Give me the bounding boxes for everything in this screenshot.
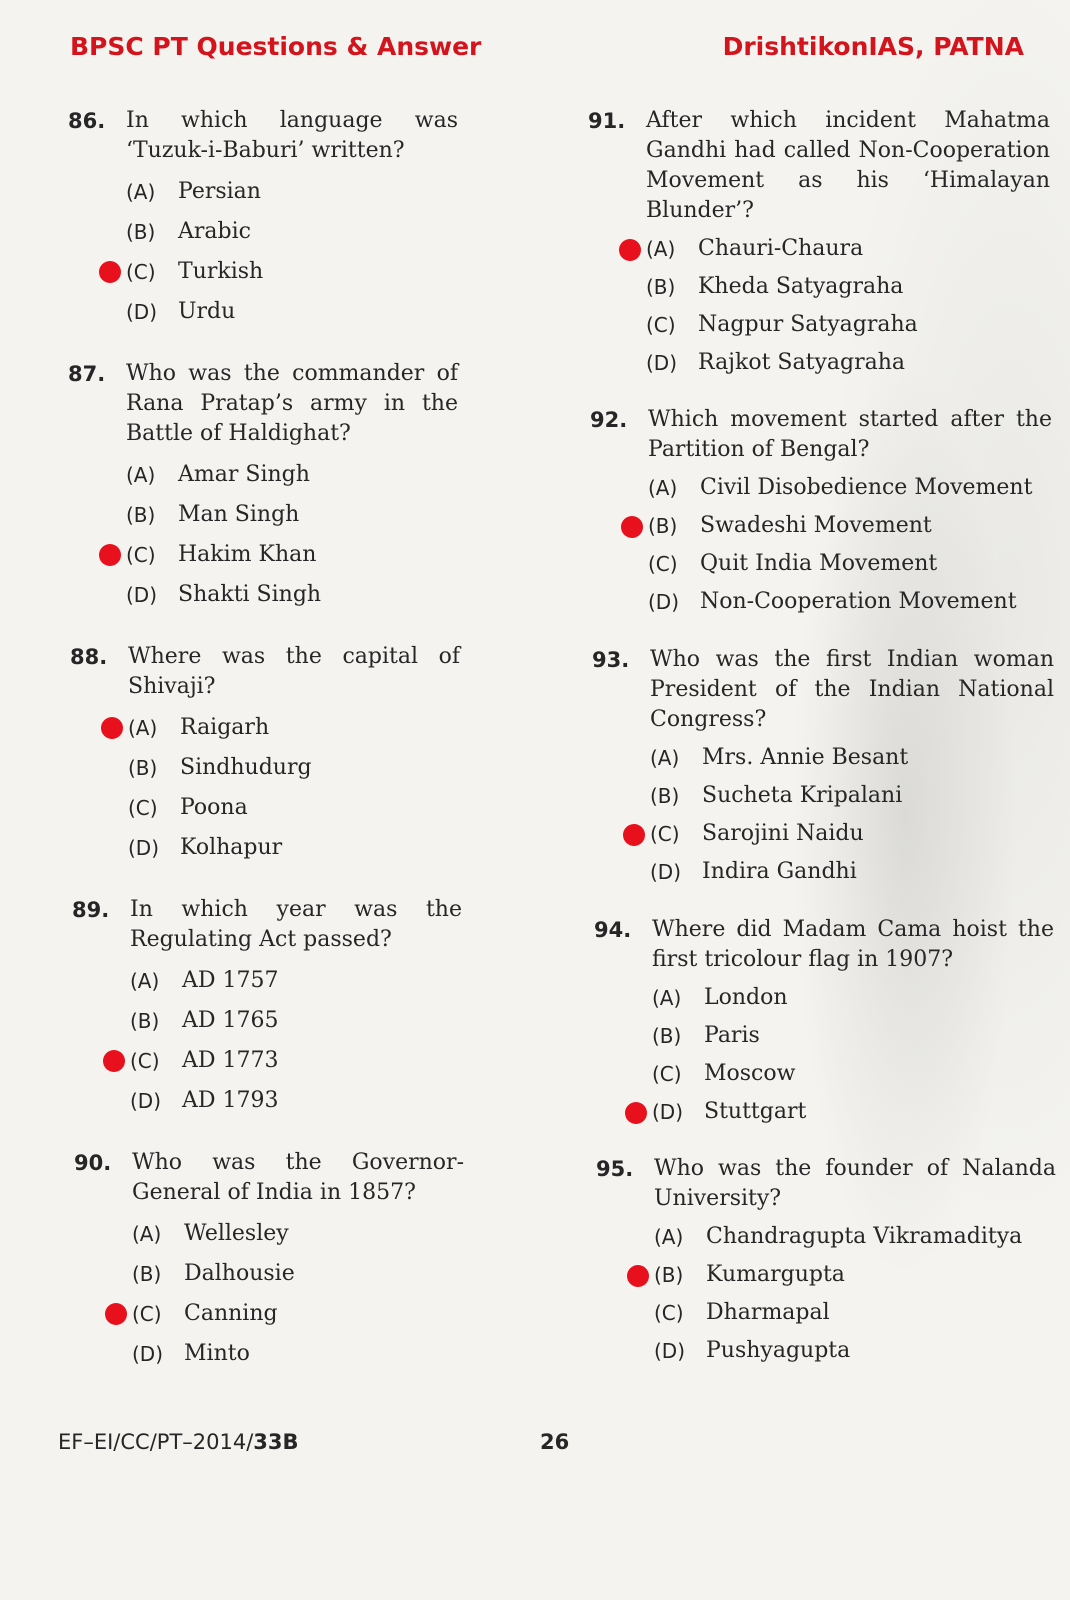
options-list	[126, 172, 458, 332]
option-text: Swadeshi Movement	[700, 513, 932, 538]
answer-marker-dot	[619, 239, 641, 261]
question-text: Who was the Governor-General of India in 1857?	[132, 1150, 464, 1205]
option-c	[130, 1041, 462, 1081]
option-text: AD 1793	[182, 1088, 279, 1113]
option-b	[132, 1254, 464, 1294]
question-94	[594, 915, 1054, 1131]
option-text: Persian	[178, 179, 261, 204]
option-letter: (C)	[650, 822, 680, 846]
option-text: Kumargupta	[706, 1262, 845, 1287]
option-c	[646, 306, 1050, 344]
question-88	[70, 642, 460, 868]
option-letter: (C)	[652, 1062, 682, 1086]
option-c	[650, 815, 1054, 853]
options-list	[132, 1214, 464, 1374]
option-letter: (D)	[650, 860, 682, 884]
option-letter: (C)	[128, 796, 158, 820]
option-text: Civil Disobedience Movement	[700, 475, 1033, 500]
options-list	[650, 739, 1054, 891]
question-number: 90.	[74, 1151, 112, 1175]
option-letter: (B)	[130, 1009, 160, 1033]
question-93	[592, 645, 1054, 891]
option-b	[126, 212, 458, 252]
option-letter: (B)	[646, 275, 676, 299]
footer-code	[58, 1430, 299, 1454]
question-text: Which movement started after the Partition of Bengal?	[648, 407, 1052, 462]
option-text: Raigarh	[180, 715, 270, 740]
option-d	[130, 1081, 462, 1121]
option-text: Stuttgart	[704, 1099, 807, 1124]
question-number: 92.	[590, 408, 628, 432]
footer-code-suffix: 33B	[253, 1430, 299, 1454]
question-text: Who was the commander of Rana Pratap’s army in the Battle of Haldighat?	[126, 361, 458, 446]
option-c	[648, 545, 1052, 583]
question-95	[596, 1154, 1056, 1370]
option-text: Sarojini Naidu	[702, 821, 864, 846]
option-letter: (B)	[652, 1024, 682, 1048]
option-text: Chauri-Chaura	[698, 236, 864, 261]
option-text: AD 1773	[182, 1048, 279, 1073]
option-text: Canning	[184, 1301, 278, 1326]
option-letter: (C)	[126, 260, 156, 284]
option-d	[126, 292, 458, 332]
option-letter: (A)	[650, 746, 680, 770]
option-text: Turkish	[178, 259, 264, 284]
option-letter: (D)	[652, 1100, 684, 1124]
option-a	[654, 1218, 1056, 1256]
option-b	[650, 777, 1054, 815]
question-number: 86.	[68, 109, 106, 133]
option-a	[132, 1214, 464, 1254]
option-a	[648, 469, 1052, 507]
option-text: Amar Singh	[178, 462, 310, 487]
option-c	[128, 788, 460, 828]
header-institute: DrishtikonIAS, PATNA	[722, 32, 1024, 61]
option-text: Minto	[184, 1341, 250, 1366]
option-c	[132, 1294, 464, 1334]
option-letter: (D)	[648, 590, 680, 614]
option-letter: (D)	[126, 300, 158, 324]
option-letter: (C)	[126, 543, 156, 567]
option-b	[652, 1017, 1054, 1055]
question-89	[72, 895, 462, 1121]
question-number: 93.	[592, 648, 630, 672]
option-letter: (C)	[648, 552, 678, 576]
question-number: 95.	[596, 1157, 634, 1181]
option-letter: (C)	[132, 1302, 162, 1326]
option-c	[654, 1294, 1056, 1332]
option-letter: (C)	[130, 1049, 160, 1073]
option-a	[130, 961, 462, 1001]
option-letter: (A)	[128, 716, 158, 740]
answer-marker-dot	[623, 824, 645, 846]
option-c	[652, 1055, 1054, 1093]
question-text: Where did Madam Cama hoist the first tricolour flag in 1907?	[652, 917, 1054, 972]
option-letter: (A)	[646, 237, 676, 261]
option-a	[652, 979, 1054, 1017]
option-letter: (B)	[128, 756, 158, 780]
question-92	[590, 405, 1052, 621]
option-d	[126, 575, 458, 615]
option-a	[646, 230, 1050, 268]
question-87	[68, 359, 458, 615]
option-letter: (D)	[126, 583, 158, 607]
question-number: 91.	[588, 109, 626, 133]
option-letter: (A)	[126, 180, 156, 204]
option-text: Sindhudurg	[180, 755, 312, 780]
option-text: Urdu	[178, 299, 236, 324]
header-title: BPSC PT Questions & Answer	[70, 32, 482, 61]
option-b	[648, 507, 1052, 545]
option-text: Man Singh	[178, 502, 300, 527]
option-letter: (D)	[132, 1342, 164, 1366]
option-text: Quit India Movement	[700, 551, 938, 576]
option-letter: (B)	[654, 1263, 684, 1287]
question-text: Where was the capital of Shivaji?	[128, 644, 460, 699]
options-list	[646, 230, 1050, 382]
answer-marker-dot	[99, 544, 121, 566]
option-text: Wellesley	[184, 1221, 289, 1246]
option-letter: (B)	[126, 503, 156, 527]
question-number: 88.	[70, 645, 108, 669]
question-91	[588, 106, 1050, 382]
option-text: Non-Cooperation Movement	[700, 589, 1017, 614]
question-86	[68, 106, 458, 332]
option-d	[648, 583, 1052, 621]
option-letter: (B)	[126, 220, 156, 244]
option-text: Dharmapal	[706, 1300, 830, 1325]
option-letter: (A)	[648, 476, 678, 500]
option-a	[128, 708, 460, 748]
option-text: Hakim Khan	[178, 542, 317, 567]
options-list	[130, 961, 462, 1121]
option-text: London	[704, 985, 788, 1010]
option-d	[646, 344, 1050, 382]
options-list	[126, 455, 458, 615]
option-letter: (D)	[128, 836, 160, 860]
answer-marker-dot	[105, 1303, 127, 1325]
option-text: Paris	[704, 1023, 760, 1048]
option-letter: (A)	[126, 463, 156, 487]
option-letter: (B)	[650, 784, 680, 808]
option-text: Pushyagupta	[706, 1338, 851, 1363]
option-b	[126, 495, 458, 535]
option-text: Shakti Singh	[178, 582, 322, 607]
option-d	[654, 1332, 1056, 1370]
option-text: Poona	[180, 795, 248, 820]
option-c	[126, 252, 458, 292]
option-text: Kolhapur	[180, 835, 283, 860]
options-list	[648, 469, 1052, 621]
question-text: Who was the founder of Nalanda University?	[654, 1156, 1056, 1211]
option-text: Dalhousie	[184, 1261, 295, 1286]
answer-marker-dot	[99, 261, 121, 283]
question-text: In which language was ‘Tuzuk-i-Baburi’ written?	[126, 108, 458, 163]
question-number: 89.	[72, 898, 110, 922]
option-d	[650, 853, 1054, 891]
option-text: Sucheta Kripalani	[702, 783, 903, 808]
question-text: Who was the first Indian woman President of the Indian National Congress?	[650, 647, 1054, 732]
option-a	[126, 172, 458, 212]
option-text: AD 1765	[182, 1008, 279, 1033]
option-letter: (D)	[646, 351, 678, 375]
option-text: Chandragupta Vikramaditya	[706, 1224, 1023, 1249]
option-letter: (C)	[646, 313, 676, 337]
option-text: AD 1757	[182, 968, 279, 993]
option-letter: (C)	[654, 1301, 684, 1325]
option-d	[132, 1334, 464, 1374]
footer-code-prefix: EF–EI/CC/PT–2014/	[58, 1430, 254, 1454]
option-text: Rajkot Satyagraha	[698, 350, 905, 375]
question-number: 87.	[68, 362, 106, 386]
option-letter: (A)	[130, 969, 160, 993]
options-list	[652, 979, 1054, 1131]
option-a	[126, 455, 458, 495]
option-letter: (B)	[132, 1262, 162, 1286]
answer-marker-dot	[621, 516, 643, 538]
option-text: Mrs. Annie Besant	[702, 745, 909, 770]
answer-marker-dot	[627, 1265, 649, 1287]
option-text: Indira Gandhi	[702, 859, 857, 884]
question-number: 94.	[594, 918, 632, 942]
option-letter: (B)	[648, 514, 678, 538]
page-number: 26	[540, 1430, 570, 1454]
option-letter: (A)	[652, 986, 682, 1010]
option-letter: (D)	[130, 1089, 162, 1113]
answer-marker-dot	[625, 1102, 647, 1124]
question-text: In which year was the Regulating Act passed?	[130, 897, 462, 952]
options-list	[654, 1218, 1056, 1370]
answer-marker-dot	[103, 1050, 125, 1072]
option-letter: (D)	[654, 1339, 686, 1363]
option-c	[126, 535, 458, 575]
question-90	[74, 1148, 464, 1374]
option-a	[650, 739, 1054, 777]
option-text: Nagpur Satyagraha	[698, 312, 918, 337]
option-letter: (A)	[654, 1225, 684, 1249]
option-d	[652, 1093, 1054, 1131]
option-letter: (A)	[132, 1222, 162, 1246]
option-text: Moscow	[704, 1061, 796, 1086]
option-text: Kheda Satyagraha	[698, 274, 904, 299]
option-b	[654, 1256, 1056, 1294]
question-text: After which incident Mahatma Gandhi had called Non-Cooperation Movement as his ‘Himalayan Blunder’?	[646, 108, 1050, 223]
option-b	[130, 1001, 462, 1041]
option-text: Arabic	[178, 219, 251, 244]
option-b	[128, 748, 460, 788]
option-d	[128, 828, 460, 868]
option-b	[646, 268, 1050, 306]
options-list	[128, 708, 460, 868]
answer-marker-dot	[101, 717, 123, 739]
